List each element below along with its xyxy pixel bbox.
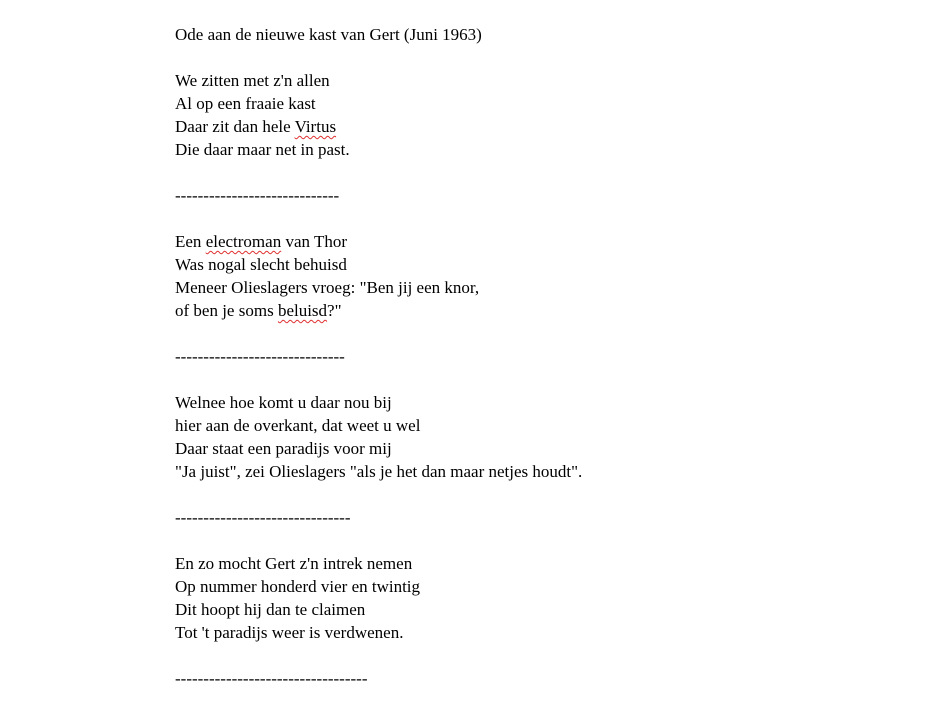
- blank-line: [175, 161, 875, 184]
- stanza2-line3: Meneer Olieslagers vroeg: "Ben jij een knor,: [175, 278, 480, 297]
- blank-line: [175, 529, 875, 552]
- stanza3-line3: Daar staat een paradijs voor mij: [175, 439, 392, 458]
- divider: ----------------------------------: [175, 669, 368, 688]
- divider: -----------------------------: [175, 186, 340, 205]
- stanza4-line3: Dit hoopt hij dan te claimen: [175, 600, 366, 619]
- document-body: [175, 23, 875, 690]
- stanza1-line4: Die daar maar net in past.: [175, 140, 350, 159]
- poem-title: Ode aan de nieuwe kast van Gert (Juni 1963): [175, 25, 482, 44]
- divider: ------------------------------: [175, 347, 345, 366]
- stanza1-line3: [175, 115, 875, 138]
- divider: -------------------------------: [175, 508, 351, 527]
- blank-line: [175, 46, 875, 69]
- blank-line: [175, 322, 875, 345]
- stanza2-line4-suffix: ?": [327, 301, 342, 320]
- stanza4-line4: Tot 't paradijs weer is verdwenen.: [175, 623, 404, 642]
- misspelled-word[interactable]: Virtus: [294, 117, 337, 136]
- stanza2-line1-suffix: van Thor: [281, 232, 347, 251]
- blank-line: [175, 483, 875, 506]
- stanza3-line4: "Ja juist", zei Olieslagers "als je het dan maar netjes houdt".: [175, 462, 583, 481]
- stanza2-line4-prefix: of ben je soms: [175, 301, 278, 320]
- stanza4-line1: En zo mocht Gert z'n intrek nemen: [175, 554, 413, 573]
- stanza2-line2: Was nogal slecht behuisd: [175, 255, 347, 274]
- misspelled-word[interactable]: beluisd: [277, 301, 328, 320]
- blank-line: [175, 207, 875, 230]
- stanza1-line3-text: Daar zit dan hele: [175, 117, 295, 136]
- stanza1-line2: Al op een fraaie kast: [175, 94, 316, 113]
- stanza3-line1: Welnee hoe komt u daar nou bij: [175, 393, 392, 412]
- stanza3-line2: hier aan de overkant, dat weet u wel: [175, 416, 421, 435]
- misspelled-word[interactable]: electroman: [205, 232, 282, 251]
- blank-line: [175, 644, 875, 667]
- stanza2-line1: [175, 230, 875, 253]
- stanza1-line1: We zitten met z'n allen: [175, 71, 330, 90]
- stanza2-line4: [175, 299, 875, 322]
- stanza2-line1-prefix: Een: [175, 232, 206, 251]
- blank-line: [175, 368, 875, 391]
- stanza4-line2: Op nummer honderd vier en twintig: [175, 577, 421, 596]
